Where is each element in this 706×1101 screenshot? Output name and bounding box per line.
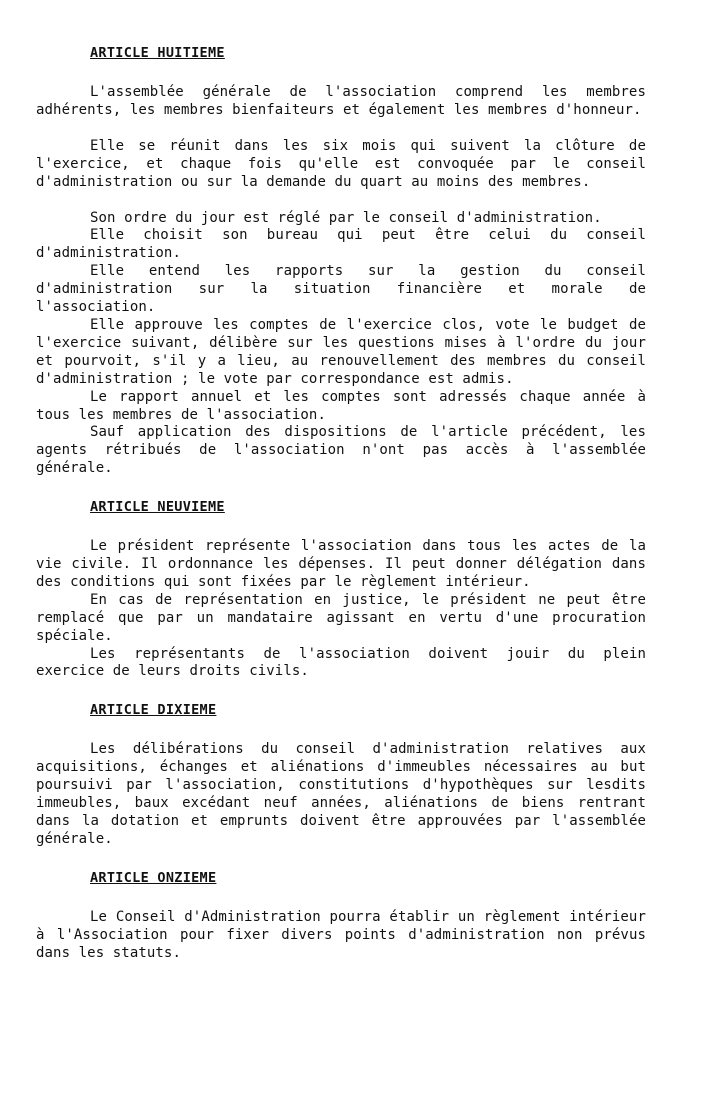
article-paragraph: Elle choisit son bureau qui peut être celui du conseil d'administration. (36, 227, 646, 262)
article-paragraph: Elle se réunit dans les six mois qui suivent la clôture de l'exercice, et chaque fois qu'elle est convoquée par le conseil d'administration ou sur la demande du quart au moins des membres. (36, 137, 646, 190)
article-paragraph: Son ordre du jour est réglé par le conseil d'administration. (90, 209, 602, 226)
article-heading: ARTICLE HUITIEME (90, 45, 225, 61)
article-paragraph: Le rapport annuel et les comptes sont adressés chaque année à tous les membres de l'association. (36, 388, 646, 423)
article-paragraph: Elle entend les rapports sur la gestion du conseil d'administration sur la situation financière et morale de l'association. (36, 263, 646, 316)
article-paragraph: Le Conseil d'Administration pourra établir un règlement intérieur à l'Association pour fixer divers points d'administration non prévus dans les statuts. (36, 908, 646, 961)
article-heading: ARTICLE NEUVIEME (90, 499, 225, 516)
article-paragraph: L'assemblée générale de l'association comprend les membres adhérents, les membres bienfaiteurs et également les membres d'honneur. (36, 84, 646, 118)
article-huitieme (36, 44, 646, 478)
article-paragraph: Les délibérations du conseil d'administration relatives aux acquisitions, échanges et aliénations d'immeubles nécessaires au but poursuivi par l'association, constitutions d'hypothèques sur lesdits immeubles, baux excédant neuf années, aliénations de biens rentrant dans la dotation et emprunts doivent être approuvées par l'assemblée générale. (36, 741, 646, 847)
article-heading: ARTICLE DIXIEME (90, 702, 217, 719)
article-heading: ARTICLE ONZIEME (90, 869, 217, 886)
article-dixieme (36, 701, 646, 848)
article-paragraph: Sauf application des dispositions de l'article précédent, les agents rétribués de l'association n'ont pas accès à l'assemblée générale. (36, 424, 646, 477)
article-paragraph: Le président représente l'association dans tous les actes de la vie civile. Il ordonnance les dépenses. Il peut donner délégation dans des conditions qui sont fixées par le règlement intérieur. (36, 538, 646, 590)
article-paragraph: Elle approuve les comptes de l'exercice clos, vote le budget de l'exercice suivant, délibère sur les questions mises à l'ordre du jour et pourvoit, s'il y a lieu, au renouvellement des membres du conseil d'administration ; le vote par correspondance est admis. (36, 316, 646, 387)
article-neuvieme (36, 498, 646, 681)
document-page (36, 44, 646, 963)
article-paragraph: En cas de représentation en justice, le président ne peut être remplacé que par un mandataire agissant en vertu d'une procuration spéciale. (36, 591, 646, 644)
article-paragraph: Les représentants de l'association doivent jouir du plein exercice de leurs droits civils. (36, 645, 646, 680)
article-onzieme (36, 869, 646, 963)
